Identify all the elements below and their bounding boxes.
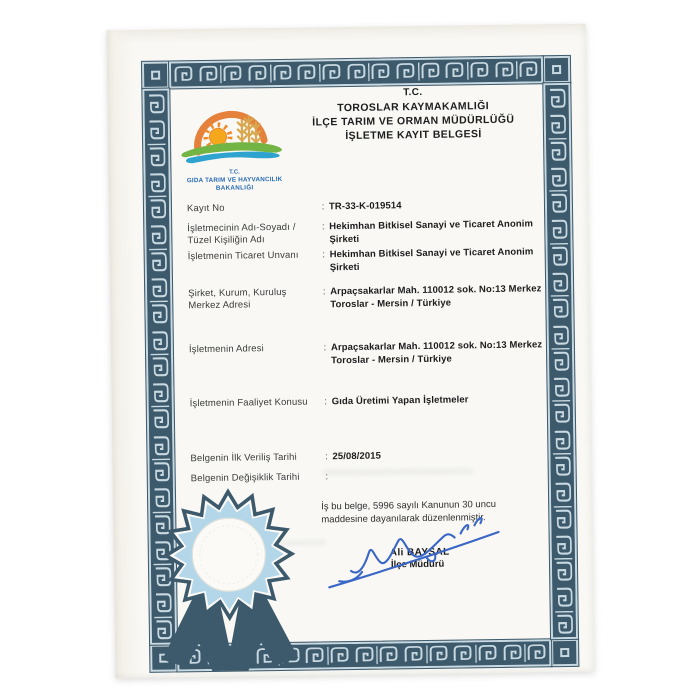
border-glyph (245, 62, 270, 85)
field-colon: : (321, 221, 325, 233)
field-label: İşletmenin Faaliyet Konusu (189, 396, 308, 410)
field-row (190, 393, 552, 411)
border-glyph (475, 642, 500, 665)
signer-name: Ali BAYSAL (389, 546, 450, 559)
field-colon: : (325, 471, 329, 483)
border-glyph (148, 327, 171, 354)
border-glyph (547, 190, 570, 217)
border-glyph (426, 643, 451, 666)
border-glyph (450, 642, 475, 665)
field-colon: : (324, 396, 328, 408)
border-glyph (551, 505, 574, 532)
border-glyph (171, 63, 196, 86)
border-glyph (547, 216, 570, 243)
header-tc: T.C. (403, 86, 423, 99)
field-label: Kayıt No (186, 202, 225, 215)
field-row (188, 246, 550, 276)
border-glyph (148, 380, 171, 407)
border-glyph (552, 584, 575, 611)
border-glyph (393, 60, 418, 83)
border-glyph (368, 60, 393, 83)
border-glyph (550, 400, 573, 427)
border-glyph (549, 374, 572, 401)
border-glyph (196, 63, 221, 86)
field-label: İşletmecinin Adı-Soyadı / Tüzel Kişiliğin Adı (187, 221, 296, 247)
ministry-logo (164, 104, 305, 194)
border-corner-bottom-right (551, 639, 578, 666)
border-glyph (546, 137, 569, 164)
field-value: 25/08/2015 (332, 450, 382, 463)
header-department: İLÇE TARIM VE ORMAN MÜDÜRLÜĞÜ (312, 113, 515, 129)
border-glyph (524, 641, 549, 664)
border-glyph (418, 60, 443, 83)
field-colon: : (325, 451, 328, 463)
field-colon: : (323, 342, 327, 354)
legal-note: İş bu belge, 5996 sayılı Kanunun 30 uncu maddesine dayanılarak düzenlenmiştir. (321, 498, 497, 525)
border-glyph (327, 644, 352, 667)
border-glyph (552, 532, 575, 559)
field-label: Belgenin Değişiklik Tarihi (190, 471, 300, 485)
border-glyph (344, 61, 369, 84)
field-colon: : (322, 249, 326, 261)
border-glyph (146, 222, 169, 249)
field-label: İşletmenin Adresi (188, 343, 264, 356)
field-row (187, 218, 549, 248)
logo-line-bakanlik: BAKANLIĞI (215, 184, 254, 192)
border-corner-top-left (142, 62, 169, 89)
header-authority: TOROSLAR KAYMAKAMLIĞI (337, 100, 490, 115)
border-glyph (551, 479, 574, 506)
field-colon: : (321, 201, 325, 213)
field-value: TR-33-K-019514 (328, 200, 402, 213)
award-rosette-seal-icon (150, 486, 313, 688)
border-glyph (149, 432, 172, 459)
field-colon: : (322, 286, 326, 298)
border-glyph (548, 269, 571, 296)
border-glyph (147, 248, 170, 275)
border-glyph (546, 164, 569, 191)
border-glyph (148, 353, 171, 380)
border-glyph (376, 643, 401, 666)
field-label: İşletmenin Ticaret Unvanı (187, 249, 299, 263)
field-value: Hekimhan Bitkisel Sanayi ve Ticaret Anonim Şirketi (329, 218, 534, 245)
logo-line-tc: T.C. (229, 169, 240, 176)
certificate-header (257, 84, 569, 144)
greek-key-border (106, 24, 585, 31)
field-row (190, 448, 552, 466)
border-corner-square (151, 71, 160, 80)
ministry-emblem-icon (178, 104, 291, 168)
border-glyph (467, 59, 492, 82)
border-glyph (220, 62, 245, 85)
border-glyph (553, 611, 576, 638)
border-glyph (147, 274, 170, 301)
field-row (188, 283, 550, 313)
field-value: Hekimhan Bitkisel Sanayi ve Ticaret Anonim Şirketi (329, 246, 534, 273)
ministry-logo-text (164, 168, 304, 194)
field-value: Gıda Üretimi Yapan İşletmeler (331, 394, 469, 408)
border-glyph (146, 196, 169, 223)
signer-title: İlçe Müdürü (390, 558, 445, 571)
border-corner-top-right (543, 56, 570, 83)
border-glyph (149, 458, 172, 485)
certificate-page (106, 24, 594, 679)
border-glyph (147, 301, 170, 328)
field-label: Belgenin İlk Veriliş Tarihi (190, 451, 297, 465)
border-glyph (442, 59, 467, 82)
border-corner-square (552, 65, 561, 74)
field-row (187, 198, 549, 216)
border-glyph (552, 558, 575, 585)
border-glyph (352, 644, 377, 667)
border-glyph (492, 59, 517, 82)
border-glyph (500, 642, 525, 665)
border-glyph (401, 643, 426, 666)
certificate-title: İŞLETME KAYIT BELGESİ (345, 128, 482, 143)
border-glyph (294, 61, 319, 84)
field-value: Arpaçsakarlar Mah. 110012 sok. No:13 Merkez Toroslar - Mersin / Türkiye (330, 283, 542, 310)
field-row (189, 339, 551, 369)
field-value: Arpaçsakarlar Mah. 110012 sok. No:13 Merkez Toroslar - Mersin / Türkiye (330, 339, 543, 366)
border-glyph (149, 406, 172, 433)
field-label: Şirket, Kurum, Kuruluş Merkez Adresi (188, 286, 287, 312)
border-glyph (319, 61, 344, 84)
border-glyph (550, 453, 573, 480)
border-glyph (270, 62, 295, 85)
border-glyph (550, 427, 573, 454)
border-glyph (548, 295, 571, 322)
border-glyph (549, 348, 572, 375)
border-corner-square (560, 648, 569, 657)
border-glyph (516, 58, 541, 81)
logo-line-ministry: GIDA TARIM VE HAYVANCILIK (186, 175, 283, 185)
border-glyph (549, 321, 572, 348)
border-glyph (548, 243, 571, 270)
border-strip-top (169, 56, 543, 88)
